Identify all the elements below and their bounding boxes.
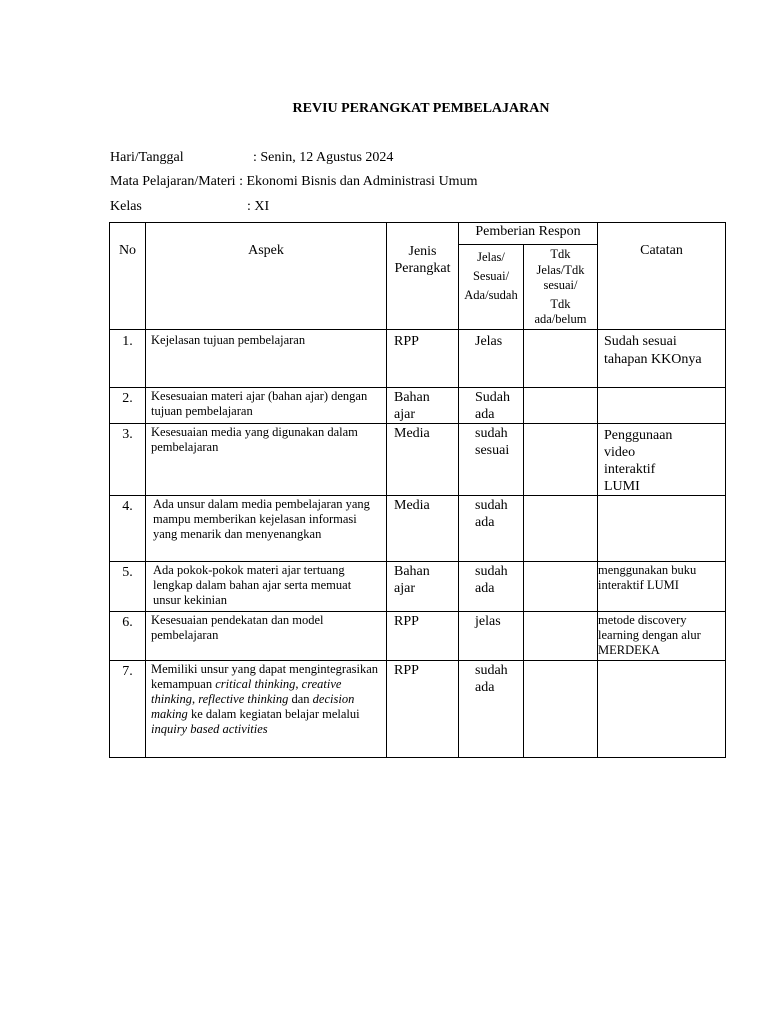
aspek-italic-term: creative thinking	[151, 677, 342, 706]
table-row	[110, 562, 726, 612]
row-aspek: Kesesuaian materi ajar (bahan ajar) dengan tujuan pembelajaran	[146, 388, 387, 424]
header-jelas-line3: Ada/sudah	[464, 288, 518, 302]
row-catatan	[598, 496, 726, 562]
header-no-text: No	[118, 243, 137, 258]
meta-date-value: : Senin, 12 Agustus 2024	[253, 150, 394, 165]
meta-subject-row	[110, 174, 477, 190]
header-jenis-line2: Perangkat	[394, 261, 451, 276]
row-tdk	[524, 612, 598, 661]
table-row	[110, 496, 726, 562]
header-jelas-line2: Sesuai/	[472, 269, 510, 283]
row-no: 7.	[110, 661, 146, 758]
meta-class-row	[110, 199, 270, 215]
header-aspek-text: Aspek	[248, 243, 284, 258]
row-no: 1.	[110, 330, 146, 388]
table-row	[110, 388, 726, 424]
aspek-text: ke dalam kegiatan belajar melalui	[187, 707, 360, 721]
row-jenis: RPP	[387, 661, 459, 758]
aspek-text: ,	[295, 677, 302, 691]
row-aspek: Kejelasan tujuan pembelajaran	[146, 330, 387, 388]
row-jenis: RPP	[387, 330, 459, 388]
aspek-italic-term: reflective thinking	[198, 692, 289, 706]
row-aspek: Ada unsur dalam media pembelajaran yang mampu memberikan kejelasan informasi yang menarik dan menyenangkan	[146, 496, 387, 562]
meta-subject-label: Mata Pelajaran/Materi	[110, 174, 236, 189]
aspek-italic-term: inquiry based activities	[151, 722, 268, 736]
table-row	[110, 330, 726, 388]
aspek-text: ,	[191, 692, 199, 706]
row-jenis: Media	[387, 424, 459, 496]
row-no: 3.	[110, 424, 146, 496]
row-no: 6.	[110, 612, 146, 661]
row-jenis: RPP	[387, 612, 459, 661]
table-row	[110, 424, 726, 496]
meta-date-label: Hari/Tanggal	[110, 150, 184, 165]
meta-class-label: Kelas	[110, 199, 142, 214]
row-tdk	[524, 330, 598, 388]
page-title: REVIU PERANGKAT PEMBELAJARAN	[292, 101, 550, 116]
aspek-text: dan	[288, 692, 313, 706]
row-jelas: sudah ada	[459, 562, 524, 612]
row-jenis: Media	[387, 496, 459, 562]
row-aspek: Kesesuaian pendekatan dan model pembelajaran	[146, 612, 387, 661]
row-jelas: Jelas	[459, 330, 524, 388]
table-row	[110, 661, 726, 758]
header-respon	[459, 223, 598, 245]
row-no: 4.	[110, 496, 146, 562]
row-catatan: Sudah sesuai tahapan KKOnya	[598, 330, 726, 388]
row-jenis: Bahan ajar	[387, 562, 459, 612]
row-tdk	[524, 562, 598, 612]
row-jelas: jelas	[459, 612, 524, 661]
table-row	[110, 612, 726, 661]
row-catatan	[598, 388, 726, 424]
header-tdk-line4: Tdk	[550, 296, 571, 311]
header-catatan	[598, 223, 726, 330]
header-tdk-line5: ada/belum	[534, 312, 587, 326]
header-tdk-line1: Tdk	[550, 247, 571, 261]
row-aspek	[146, 661, 387, 758]
header-jenis-line1: Jenis	[408, 244, 437, 259]
row-tdk	[524, 388, 598, 424]
header-aspek	[146, 223, 387, 330]
row-jelas: Sudah ada	[459, 388, 524, 424]
header-jelas	[459, 245, 524, 330]
row-tdk	[524, 661, 598, 758]
row-jenis: Bahan ajar	[387, 388, 459, 424]
header-jenis	[387, 223, 459, 330]
row-no: 2.	[110, 388, 146, 424]
row-aspek: Ada pokok-pokok materi ajar tertuang lengkap dalam bahan ajar serta memuat unsur kekinian	[146, 562, 387, 612]
review-table	[109, 222, 726, 758]
row-jelas: sudah ada	[459, 661, 524, 758]
row-aspek: Kesesuaian media yang digunakan dalam pembelajaran	[146, 424, 387, 496]
header-no	[110, 223, 146, 330]
row-catatan: Penggunaan video interaktif LUMI	[598, 424, 726, 496]
row-jelas: sudah sesuai	[459, 424, 524, 496]
meta-date-row	[110, 150, 394, 166]
row-no: 5.	[110, 562, 146, 612]
row-jelas: sudah ada	[459, 496, 524, 562]
row-tdk	[524, 496, 598, 562]
row-catatan: menggunakan buku interaktif LUMI	[598, 562, 726, 612]
row-catatan	[598, 661, 726, 758]
header-catatan-text: Catatan	[640, 243, 683, 258]
row-catatan: metode discovery learning dengan alur MERDEKA	[598, 612, 726, 661]
header-tdk	[524, 245, 598, 330]
header-tdk-line3: sesuai/	[543, 278, 578, 292]
aspek-italic-term: critical thinking	[215, 677, 296, 691]
meta-subject-value: : Ekonomi Bisnis dan Administrasi Umum	[239, 174, 478, 189]
row-tdk	[524, 424, 598, 496]
header-jelas-line1: Jelas/	[477, 250, 505, 264]
meta-class-value: : XI	[247, 199, 270, 214]
aspek-italic-term: decision making	[151, 692, 355, 721]
header-tdk-line2: Jelas/Tdk	[536, 262, 585, 277]
header-respon-text: Pemberian Respon	[475, 224, 581, 239]
aspek-text: Memiliki unsur yang dapat mengintegrasikan kemampuan	[151, 662, 379, 691]
